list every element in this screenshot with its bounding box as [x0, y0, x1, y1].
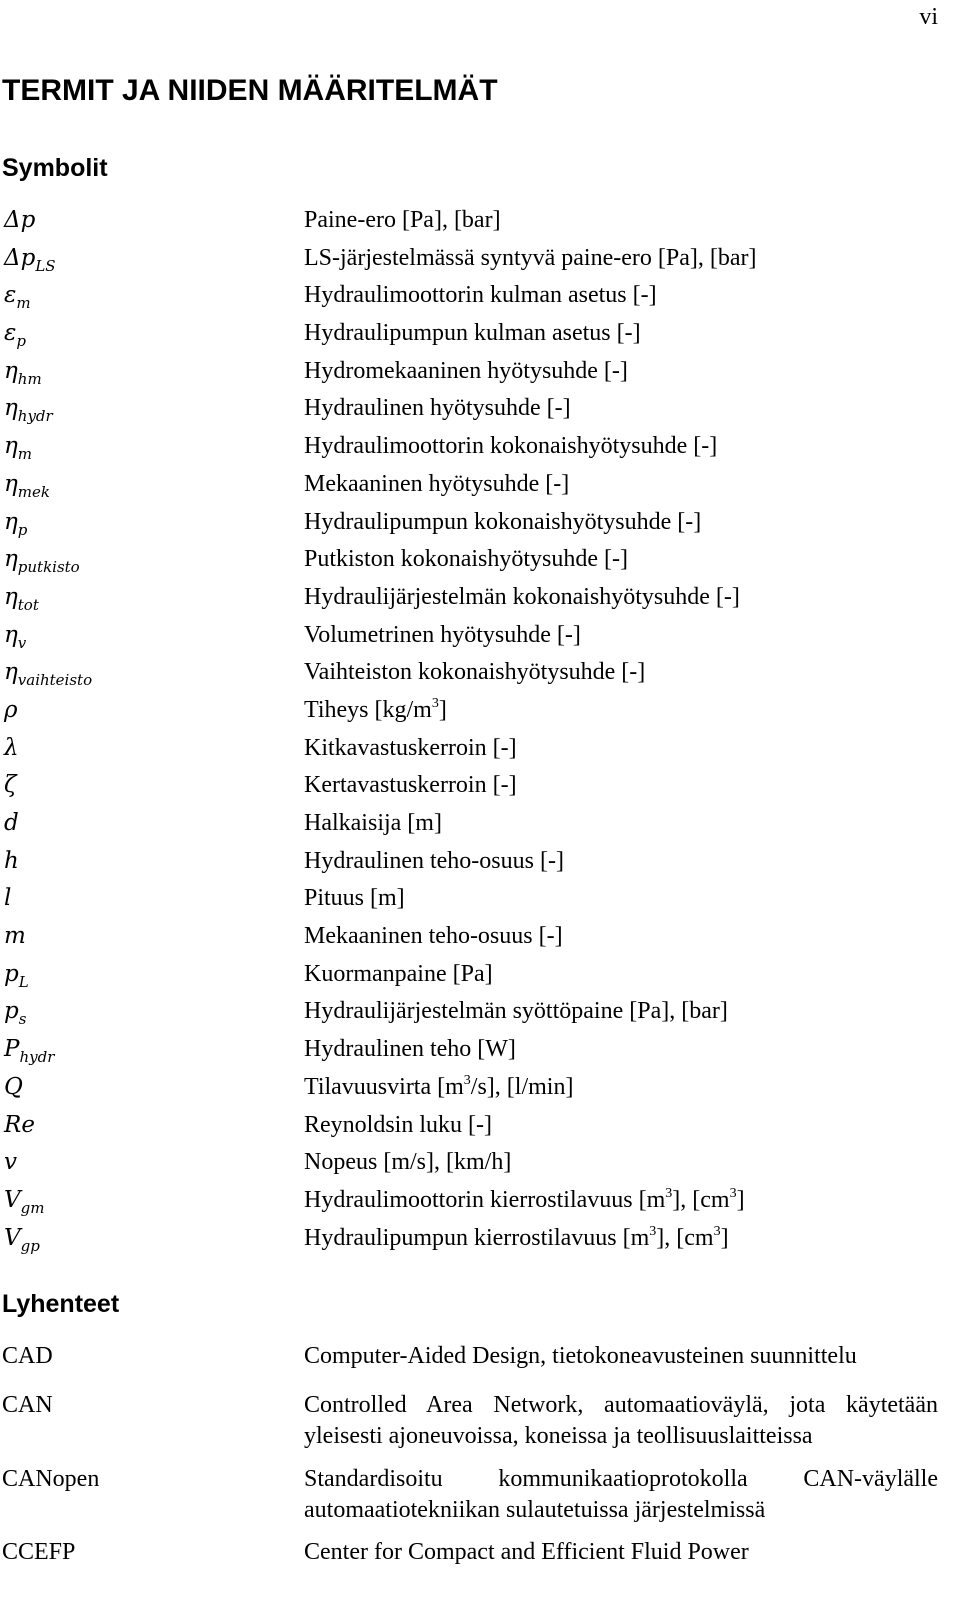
symbol-base: p — [4, 998, 19, 1025]
symbol-description — [304, 391, 571, 425]
description-text: Hydromekaaninen hyötysuhde [-] — [304, 357, 628, 384]
symbol — [4, 655, 92, 689]
symbol — [4, 316, 26, 350]
description-superscript: 3 — [729, 1185, 737, 1201]
symbol-base: Δp — [4, 244, 36, 271]
symbol — [4, 580, 39, 614]
symbol-row — [0, 465, 960, 503]
symbol — [4, 1070, 23, 1104]
symbol — [4, 505, 27, 539]
symbol-description — [304, 1108, 492, 1142]
definition-line: Center for Compact and Efficient Fluid Power — [304, 1539, 749, 1565]
description-text: Mekaaninen hyötysuhde [-] — [304, 470, 570, 497]
abbreviation-definition — [304, 1390, 938, 1452]
symbol-base: η — [4, 659, 18, 686]
description-text: ] — [438, 696, 447, 723]
symbol-subscript: vaihteisto — [17, 671, 93, 690]
description-text: Tilavuusvirta [m — [304, 1073, 464, 1100]
symbol-base: Q — [4, 1073, 23, 1100]
abbreviation-definition — [304, 1537, 938, 1568]
description-text: Hydraulimoottorin kokonaishyötysuhde [-] — [304, 433, 718, 460]
symbol — [4, 881, 11, 915]
symbol-row — [0, 616, 960, 654]
symbol-row — [0, 352, 960, 390]
symbol-row — [0, 766, 960, 804]
symbol-base: η — [4, 621, 18, 648]
symbol-subscript: hydr — [19, 1048, 55, 1067]
description-text: Hydraulinen hyötysuhde [-] — [304, 395, 571, 422]
symbol — [4, 1145, 17, 1179]
symbol-description — [304, 316, 641, 350]
description-text: Putkiston kokonaishyötysuhde [-] — [304, 546, 628, 573]
symbol-description — [304, 806, 442, 840]
description-text: Paine-ero [Pa], [bar] — [304, 207, 501, 233]
description-text: Halkaisija [m] — [304, 810, 442, 836]
symbol-row — [0, 389, 960, 427]
symbol-base: P — [4, 1036, 20, 1063]
description-text: Hydraulinen teho-osuus [-] — [304, 847, 564, 874]
description-superscript: 3 — [649, 1223, 657, 1239]
symbol-row — [0, 729, 960, 767]
description-text: Reynoldsin luku [-] — [304, 1111, 492, 1138]
symbol-description — [304, 505, 701, 539]
symbol-subscript: m — [17, 445, 33, 464]
symbol-row — [0, 1181, 960, 1219]
symbol-description — [304, 1221, 729, 1255]
symbol-description — [304, 278, 657, 312]
symbol-subscript: p — [16, 332, 26, 351]
symbol-description — [304, 919, 563, 953]
symbol — [4, 429, 32, 463]
symbol-description — [304, 241, 757, 275]
description-text: Hydraulipumpun kierrostilavuus [m — [304, 1224, 650, 1251]
definition-line: automaatiotekniikan sulautetuissa järjestelmissä — [304, 1497, 766, 1523]
symbol-description — [304, 768, 517, 802]
symbols-heading: Symbolit — [2, 154, 108, 182]
symbol-row — [0, 1106, 960, 1144]
abbreviation-definition — [304, 1464, 938, 1526]
symbol — [4, 919, 26, 953]
symbol-subscript: s — [18, 1010, 27, 1029]
page-title: TERMIT JA NIIDEN MÄÄRITELMÄT — [2, 74, 498, 107]
symbol-description — [304, 655, 645, 689]
symbol-subscript: gp — [20, 1236, 40, 1255]
description-text: Hydraulipumpun kokonaishyötysuhde [-] — [304, 508, 702, 535]
description-text: Kitkavastuskerroin [-] — [304, 734, 517, 761]
symbol-subscript: hm — [17, 369, 42, 388]
symbol-row — [0, 1143, 960, 1181]
symbol-subscript: L — [18, 972, 29, 991]
symbol — [4, 693, 18, 727]
symbol-row — [0, 1030, 960, 1068]
symbol — [4, 1221, 40, 1255]
symbol-base: l — [4, 885, 12, 912]
symbol — [4, 844, 19, 878]
description-text: LS-järjestelmässä syntyvä paine-ero [Pa], [bar] — [304, 244, 757, 271]
symbol-row — [0, 992, 960, 1030]
symbol-description — [304, 881, 405, 915]
symbol — [4, 1032, 54, 1066]
symbol-row — [0, 917, 960, 955]
symbol-description — [304, 580, 740, 614]
symbol-base: η — [4, 583, 18, 610]
symbol-subscript: putkisto — [17, 558, 80, 577]
symbol — [4, 542, 80, 576]
description-text: ] — [736, 1186, 745, 1213]
symbol-description — [304, 203, 501, 237]
description-text: Vaihteiston kokonaishyötysuhde [-] — [304, 659, 646, 686]
symbol — [4, 391, 53, 425]
abbreviation-term: CCEFP — [2, 1539, 76, 1565]
symbol-base: η — [4, 470, 18, 497]
symbol-subscript: hydr — [17, 407, 53, 426]
symbol-row — [0, 239, 960, 277]
symbol-subscript: m — [16, 294, 31, 313]
symbol-description — [304, 354, 628, 388]
symbol-base: λ — [4, 734, 19, 761]
symbol-base: h — [4, 847, 19, 874]
abbreviation-term: CANopen — [2, 1466, 100, 1492]
symbol-row — [0, 1068, 960, 1106]
definition-line: yleisesti ajoneuvoissa, koneissa ja teollisuuslaitteissa — [304, 1423, 813, 1449]
symbol-row — [0, 955, 960, 993]
symbol-base: p — [4, 960, 19, 987]
symbol-row — [0, 201, 960, 239]
symbol-row — [0, 1219, 960, 1257]
symbol — [4, 278, 31, 312]
symbol — [4, 467, 50, 501]
symbol-row — [0, 578, 960, 616]
symbol-base: V — [4, 1186, 21, 1213]
symbol-description — [304, 994, 728, 1028]
symbol-description — [304, 1183, 745, 1217]
description-text: Kuormanpaine [Pa] — [304, 960, 493, 987]
symbol-description — [304, 429, 717, 463]
description-text: ] — [720, 1224, 729, 1251]
symbol-base: d — [4, 810, 19, 836]
symbol-description — [304, 957, 493, 991]
symbol-base: η — [4, 433, 18, 460]
definition-line: Controlled Area Network, automaatioväylä, jota käytetään — [304, 1392, 938, 1418]
abbreviation-term: CAD — [2, 1343, 53, 1369]
symbol-base: η — [4, 357, 18, 384]
symbol-description — [304, 542, 628, 576]
symbol-description — [304, 1032, 516, 1066]
description-text: Tiheys [kg/m — [304, 696, 432, 723]
symbol-row — [0, 691, 960, 729]
symbol — [4, 806, 19, 840]
symbol-row — [0, 276, 960, 314]
abbreviation-definition — [304, 1341, 938, 1372]
symbol-description — [304, 844, 564, 878]
description-superscript: 3 — [713, 1223, 721, 1239]
definition-line: Standardisoitu kommunikaatioprotokolla CAN-väylälle — [304, 1466, 938, 1492]
description-text: Hydraulinen teho [W] — [304, 1036, 516, 1063]
symbol-subscript: LS — [35, 256, 56, 275]
symbol — [4, 994, 26, 1028]
symbol-description — [304, 731, 517, 765]
symbol-description — [304, 467, 569, 501]
description-text: Kertavastuskerroin [-] — [304, 772, 517, 799]
symbol-base: ε — [4, 282, 17, 309]
description-text: Hydraulijärjestelmän syöttöpaine [Pa], [bar] — [304, 998, 728, 1025]
symbol-base: Re — [4, 1111, 35, 1138]
symbol — [4, 768, 16, 802]
symbol-base: v — [4, 1149, 17, 1176]
abbreviations-heading: Lyhenteet — [2, 1290, 120, 1318]
description-text: ], [cm — [672, 1186, 730, 1213]
description-text: Hydraulimoottorin kulman asetus [-] — [304, 282, 657, 309]
symbol-description — [304, 1145, 511, 1179]
symbol-description — [304, 618, 581, 652]
symbol-row — [0, 427, 960, 465]
symbol-subscript: mek — [17, 482, 50, 501]
description-superscript: 3 — [431, 695, 439, 711]
abbreviation-term: CAN — [2, 1392, 53, 1418]
symbol — [4, 957, 29, 991]
symbols-list — [0, 201, 960, 1256]
symbol-base: Δp — [4, 207, 36, 233]
symbol-base: ρ — [4, 696, 18, 723]
symbol-row — [0, 540, 960, 578]
symbol-base: ζ — [4, 772, 17, 799]
symbol-description — [304, 1070, 573, 1104]
symbol-base: m — [4, 923, 26, 950]
description-superscript: 3 — [463, 1072, 471, 1088]
symbol-subscript: p — [17, 520, 28, 539]
symbol-subscript: gm — [20, 1198, 45, 1217]
symbol-row — [0, 804, 960, 842]
symbol-subscript: v — [17, 633, 27, 652]
description-text: Hydraulimoottorin kierrostilavuus [m — [304, 1186, 666, 1213]
description-text: Mekaaninen teho-osuus [-] — [304, 923, 563, 950]
definition-line: Computer-Aided Design, tietokoneavusteinen suunnittelu — [304, 1343, 857, 1369]
symbol-base: η — [4, 508, 18, 535]
description-text: Hydraulijärjestelmän kokonaishyötysuhde [-] — [304, 583, 740, 610]
description-superscript: 3 — [665, 1185, 673, 1201]
description-text: Nopeus [m/s], [km/h] — [304, 1149, 512, 1176]
symbol — [4, 731, 19, 765]
symbol-base: ε — [4, 320, 17, 347]
symbol — [4, 1183, 44, 1217]
symbol — [4, 1108, 35, 1142]
symbol-row — [0, 842, 960, 880]
symbol-row — [0, 879, 960, 917]
symbol — [4, 241, 56, 275]
symbol — [4, 618, 26, 652]
symbol-row — [0, 653, 960, 691]
description-text: Volumetrinen hyötysuhde [-] — [304, 621, 581, 648]
description-text: ], [cm — [656, 1224, 714, 1251]
description-text: Hydraulipumpun kulman asetus [-] — [304, 320, 641, 347]
symbol-description — [304, 693, 447, 727]
symbol-base: η — [4, 395, 18, 422]
description-text: Pituus [m] — [304, 885, 405, 912]
page-number: vi — [919, 4, 938, 30]
symbol-row — [0, 314, 960, 352]
symbol-subscript: tot — [17, 595, 39, 614]
symbol-base: V — [4, 1224, 21, 1251]
symbol-row — [0, 503, 960, 541]
symbol — [4, 203, 35, 237]
symbol — [4, 354, 42, 388]
description-text: /s], [l/min] — [470, 1073, 574, 1100]
symbol-base: η — [4, 546, 18, 573]
